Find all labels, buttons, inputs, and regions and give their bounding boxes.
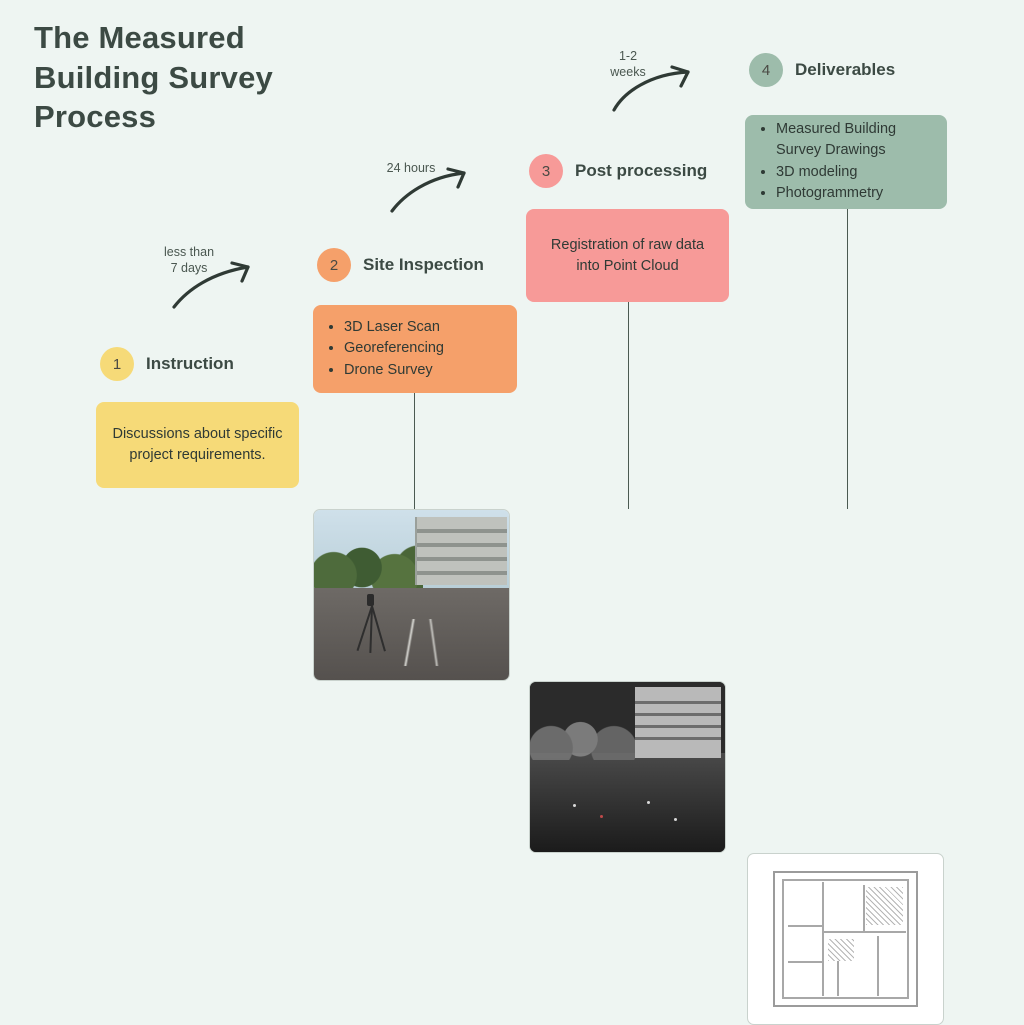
list-item: • 3D Laser Scan	[344, 317, 444, 338]
step-4-header	[749, 53, 895, 87]
photo-tripod-scanner	[355, 598, 386, 652]
step-2-number: 2	[317, 248, 351, 282]
step-3-header	[529, 154, 707, 188]
step-1-number: 1	[100, 347, 134, 381]
photo-trees	[314, 524, 423, 589]
step-4-label: Deliverables	[795, 60, 896, 79]
arrow-1-label-line1: less than	[163, 245, 215, 259]
step-3-label: Post processing	[575, 161, 708, 180]
connector-line-4	[847, 209, 848, 509]
step-2-label: Site Inspection	[363, 255, 484, 274]
photo-trees	[530, 699, 635, 760]
arrow-3-label-line2: weeks	[610, 65, 646, 80]
connector-line-3	[628, 302, 629, 509]
list-item: • 3D modeling	[776, 162, 933, 183]
step-3-card-text: Registration of raw data into Point Cloud	[550, 236, 705, 274]
arrow-3-label-line1: 1-2	[618, 49, 638, 63]
photo-floor-plan	[747, 853, 944, 1025]
photo-building	[635, 687, 721, 758]
arrow-3-icon	[608, 62, 708, 118]
page-title: The Measured Building Survey Process	[34, 20, 273, 135]
step-1-card-text: Discussions about specific project requirements.	[112, 426, 283, 463]
step-1-label: Instruction	[146, 354, 234, 373]
arrow-1-label-line2: 7 days	[170, 261, 208, 276]
step-3-card	[526, 209, 729, 302]
step-2-card	[313, 305, 517, 393]
arrow-2-icon	[388, 163, 488, 219]
photo-laser-scanner	[313, 509, 510, 681]
step-2-header	[317, 248, 484, 282]
arrow-1-icon	[170, 255, 270, 315]
arrow-2-label-line1: 24 hours	[386, 161, 436, 175]
step-4-number: 4	[749, 53, 783, 87]
step-4-list	[759, 119, 933, 204]
list-item: • Photogrammetry	[776, 183, 933, 204]
list-item: • Georeferencing	[344, 338, 444, 359]
list-item: • Measured Building Survey Drawings	[776, 119, 933, 160]
photo-parking-lines	[314, 619, 509, 667]
step-1-header	[100, 347, 234, 381]
step-4-card	[745, 115, 947, 209]
photo-point-cloud	[529, 681, 726, 853]
step-3-number: 3	[529, 154, 563, 188]
list-item: • Drone Survey	[344, 360, 444, 381]
photo-ground	[530, 753, 725, 852]
photo-building	[415, 517, 507, 585]
step-1-card	[96, 402, 299, 488]
connector-line-2	[414, 393, 415, 509]
step-2-list	[327, 317, 444, 382]
floor-plan-drawing	[773, 871, 917, 1007]
